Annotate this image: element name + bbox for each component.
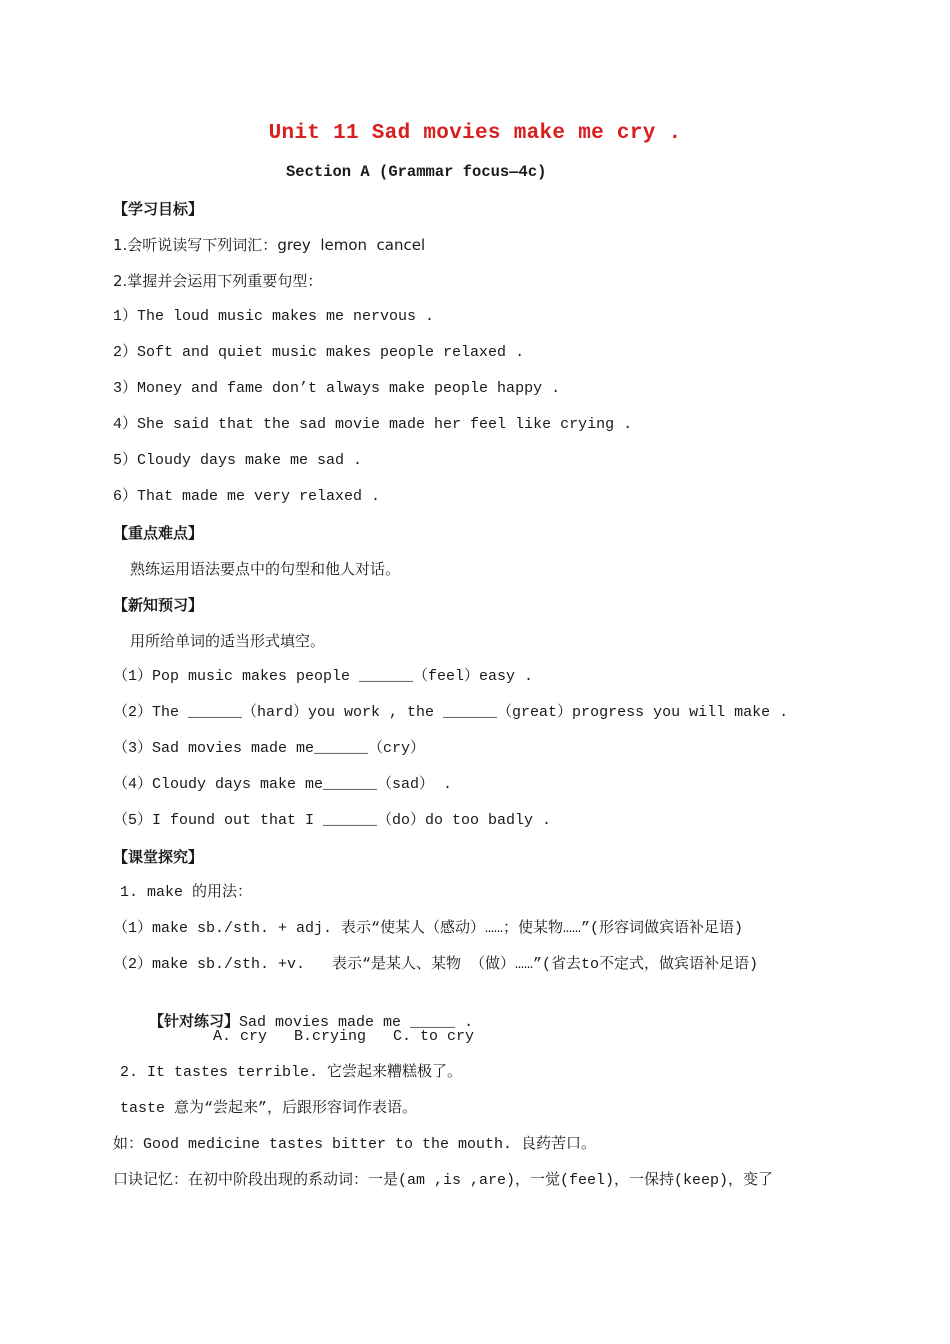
goals-item-2: 2.掌握并会运用下列重要句型： — [113, 272, 323, 290]
sentence-1: 1）The loud music makes me nervous . — [113, 308, 435, 325]
section-subtitle: Section A (Grammar focus—4c) — [286, 163, 547, 181]
preview-item-2: （2）The ______（hard）you work , the ______（great）progress you will make . — [113, 704, 789, 721]
sentence-5: 5）Cloudy days make me sad . — [113, 452, 363, 469]
sentence-6: 6）That made me very relaxed . — [113, 488, 381, 505]
preview-item-5: （5）I found out that I ______（do）do too badly . — [113, 812, 552, 829]
mnemonic-line: 口诀记忆：在初中阶段出现的系动词：一是(am ,is ,are)，一觉(feel)，一保持(keep)，变了 — [113, 1172, 774, 1189]
usage-1: （1）make sb./sth. + adj. 表示“使某人（感动）……；使某物……”(形容词做宾语补足语) — [113, 920, 744, 937]
explore-point-2: 2. It tastes terrible. 它尝起来糟糕极了。 — [120, 1064, 463, 1081]
preview-item-4: （4）Cloudy days make me______（sad） . — [113, 776, 453, 793]
sentence-3: 3）Money and fame don’t always make people happy . — [113, 380, 561, 397]
preview-item-1: （1）Pop music makes people ______（feel）easy . — [113, 668, 534, 685]
preview-header: 【新知预习】 — [113, 596, 204, 614]
taste-note: taste 意为“尝起来”，后跟形容词作表语。 — [120, 1100, 418, 1117]
example-sentence: 如：Good medicine tastes bitter to the mouth. 良药苦口。 — [113, 1136, 597, 1153]
key-points-text: 熟练运用语法要点中的句型和他人对话。 — [130, 560, 401, 578]
practice-text: Sad movies made me _____ . — [239, 1014, 474, 1031]
explore-header: 【课堂探究】 — [113, 848, 204, 866]
explore-point-1: 1. make 的用法： — [120, 884, 253, 901]
usage-2: （2）make sb./sth. +v. 表示“是某人、某物 （做）……”(省去to不定式，做宾语补足语) — [113, 956, 759, 973]
preview-instruction: 用所给单词的适当形式填空。 — [130, 632, 326, 650]
sentence-2: 2）Soft and quiet music makes people relaxed . — [113, 344, 525, 361]
key-points-header: 【重点难点】 — [113, 524, 204, 542]
sentence-4: 4）She said that the sad movie made her feel like crying . — [113, 416, 633, 433]
goals-item-1: 1.会听说读写下列词汇：grey lemon cancel — [113, 236, 426, 254]
practice-choices: A. cry B.crying C. to cry — [213, 1028, 475, 1045]
practice-header: 【针对练习】 — [149, 1012, 240, 1030]
goals-header: 【学习目标】 — [113, 200, 204, 218]
page-title: Unit 11 Sad movies make me cry . — [268, 122, 682, 145]
preview-item-3: （3）Sad movies made me______（cry） — [113, 740, 426, 757]
